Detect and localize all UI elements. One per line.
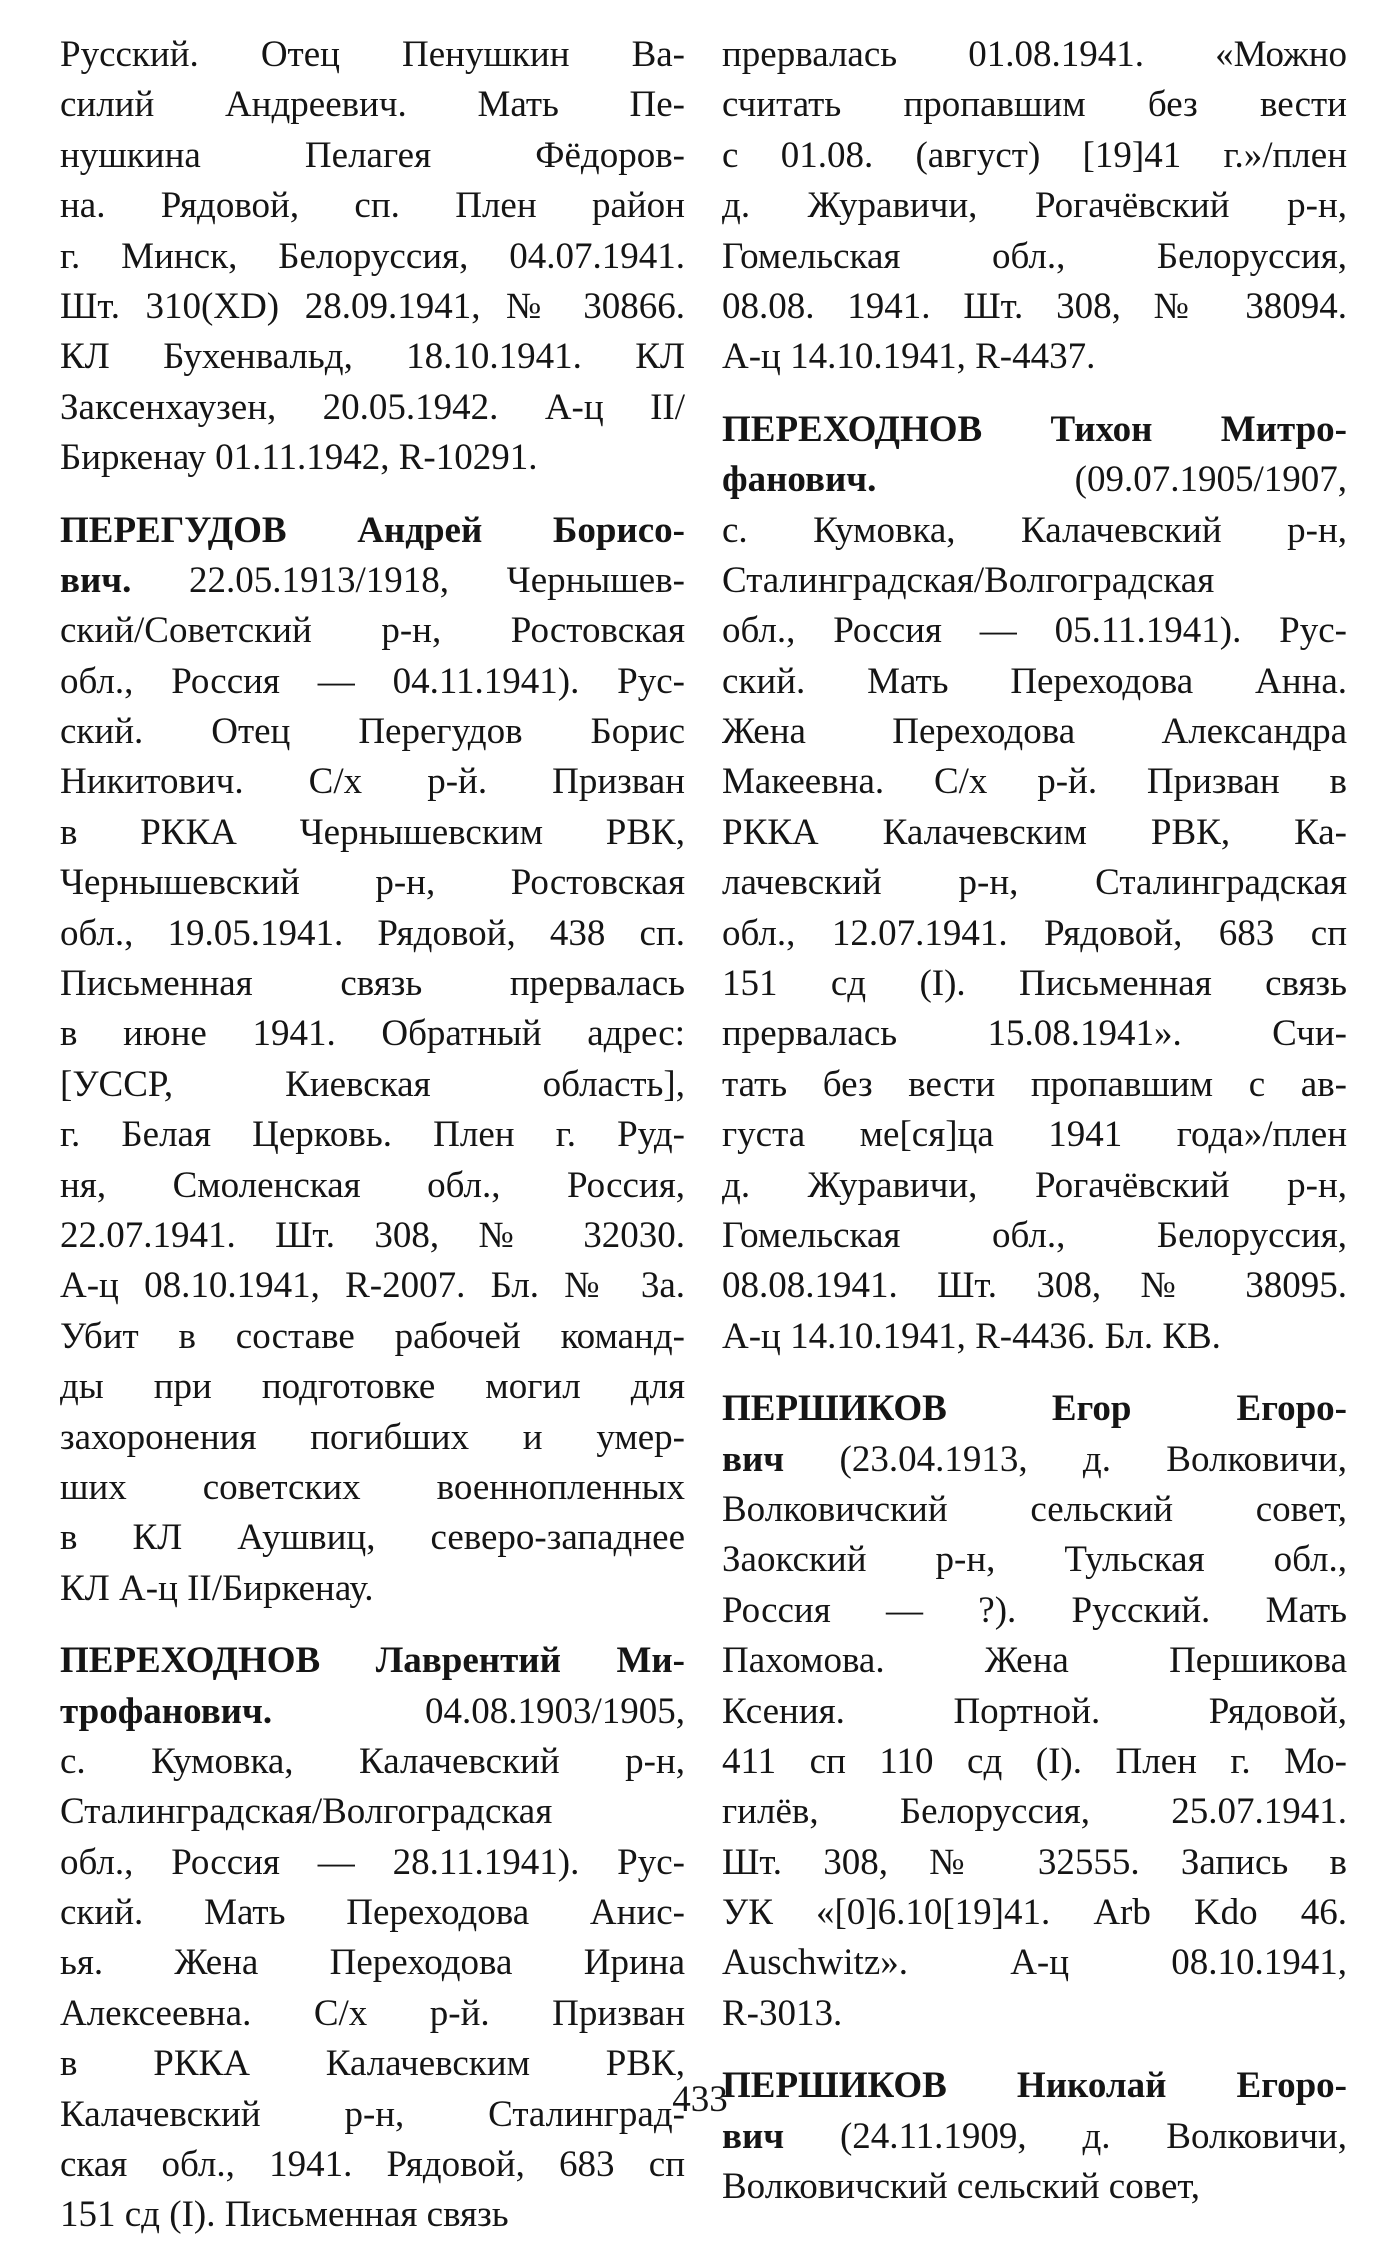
entry-text: КЛ А-ц II/Биркенау. bbox=[60, 1567, 374, 1609]
text-line bbox=[722, 757, 1347, 807]
text-line bbox=[60, 506, 685, 556]
entry-text: (24.11.1909, д. Волковичи, bbox=[784, 2115, 1347, 2157]
text-line bbox=[60, 1989, 685, 2039]
entry-heading-name: фанович. bbox=[722, 459, 877, 501]
text-line bbox=[60, 909, 685, 959]
text-line bbox=[60, 959, 685, 1009]
text-line bbox=[722, 1838, 1347, 1888]
text-line bbox=[60, 80, 685, 130]
entry-text: (09.07.1905/1907, bbox=[876, 459, 1347, 501]
text-line bbox=[722, 282, 1347, 332]
text-line bbox=[60, 131, 685, 181]
biography-entry bbox=[60, 506, 685, 1615]
text-line bbox=[722, 131, 1347, 181]
text-line bbox=[60, 383, 685, 433]
entry-text: д. Журавичи, Рогачёвский р-н, bbox=[722, 1164, 1347, 1206]
text-line bbox=[722, 1060, 1347, 1110]
entry-text: Ксения. Портной. Рядовой, bbox=[722, 1690, 1347, 1732]
entry-text: ская обл., 1941. Рядовой, 683 сп bbox=[60, 2144, 685, 2186]
text-line bbox=[60, 707, 685, 757]
right-column bbox=[722, 30, 1347, 2234]
entry-text: Шт. 310(XD) 28.09.1941, № 30866. bbox=[60, 285, 685, 327]
entry-text: Россия — ?). Русский. Мать bbox=[722, 1589, 1347, 1631]
text-line bbox=[722, 1586, 1347, 1636]
entry-text: 08.08. 1941. Шт. 308, № 38094. bbox=[722, 285, 1347, 327]
entry-text: Письменная связь прервалась bbox=[60, 963, 685, 1005]
text-line bbox=[722, 506, 1347, 556]
entry-text: Волковичский сельский совет, bbox=[722, 2166, 1201, 2208]
entry-text: R-3013. bbox=[722, 1992, 843, 2034]
entry-text: считать пропавшим без вести bbox=[722, 84, 1347, 126]
entry-text: А-ц 08.10.1941, R-2007. Бл. № 3а. bbox=[60, 1265, 685, 1307]
text-line bbox=[722, 1485, 1347, 1535]
entry-text: Никитович. С/х р-й. Призван bbox=[60, 761, 685, 803]
entry-text: обл., Россия — 28.11.1941). Рус- bbox=[60, 1841, 685, 1883]
text-line bbox=[722, 1787, 1347, 1837]
entry-text: ня, Смоленская обл., Россия, bbox=[60, 1164, 685, 1206]
entry-text: Пахомова. Жена Першикова bbox=[722, 1640, 1347, 1682]
entry-text: ших советских военнопленных bbox=[60, 1466, 685, 1508]
text-line bbox=[60, 1009, 685, 1059]
entry-text: с 01.08. (август) [19]41 г.»/плен bbox=[722, 134, 1347, 176]
text-line bbox=[60, 657, 685, 707]
text-line bbox=[722, 332, 1347, 382]
text-line bbox=[60, 1737, 685, 1787]
entry-text: обл., 19.05.1941. Рядовой, 438 сп. bbox=[60, 912, 685, 954]
entry-text: А-ц 14.10.1941, R-4436. Бл. КВ. bbox=[722, 1315, 1221, 1357]
text-line bbox=[722, 1938, 1347, 1988]
text-line bbox=[722, 1435, 1347, 1485]
entry-text: Заокский р-н, Тульская обл., bbox=[722, 1539, 1347, 1581]
entry-text: г. Белая Церковь. Плен г. Руд- bbox=[60, 1114, 685, 1156]
text-line bbox=[722, 858, 1347, 908]
text-line bbox=[722, 30, 1347, 80]
entry-heading-name: вич. bbox=[60, 559, 132, 601]
entry-text: ский/Советский р-н, Ростовская bbox=[60, 610, 685, 652]
text-line bbox=[722, 1384, 1347, 1434]
text-line bbox=[60, 1938, 685, 1988]
entry-text: (23.04.1913, д. Волковичи, bbox=[784, 1438, 1347, 1480]
entry-text: Биркенау 01.11.1942, R-10291. bbox=[60, 437, 538, 479]
entry-text: Чернышевский р-н, Ростовская bbox=[60, 862, 685, 904]
biography-entry bbox=[60, 1636, 685, 2241]
entry-text: [УССР, Киевская область], bbox=[60, 1063, 685, 1105]
text-line bbox=[60, 30, 685, 80]
text-line bbox=[722, 1989, 1347, 2039]
text-line bbox=[60, 1463, 685, 1513]
entry-text: Сталинградская/Волгоградская bbox=[60, 1791, 553, 1833]
entry-text: лачевский р-н, Сталинградская bbox=[722, 862, 1347, 904]
text-line bbox=[60, 1838, 685, 1888]
text-line bbox=[722, 1110, 1347, 1160]
entry-text: нушкина Пелагея Фёдоров- bbox=[60, 134, 685, 176]
entry-text: 22.05.1913/1918, Чернышев- bbox=[131, 559, 685, 601]
text-line bbox=[722, 1535, 1347, 1585]
entry-text: Макеевна. С/х р-й. Призван в bbox=[722, 761, 1347, 803]
biography-entry bbox=[722, 405, 1347, 1362]
entry-text: А-ц 14.10.1941, R-4437. bbox=[722, 336, 1096, 378]
text-line bbox=[60, 556, 685, 606]
text-line bbox=[722, 657, 1347, 707]
text-line bbox=[722, 707, 1347, 757]
entry-text: Жена Переходова Александра bbox=[722, 711, 1347, 753]
entry-text: в июне 1941. Обратный адрес: bbox=[60, 1013, 685, 1055]
entry-text: ский. Мать Переходова Анис- bbox=[60, 1892, 685, 1934]
entry-text: Заксенхаузен, 20.05.1942. А-ц II/ bbox=[60, 386, 685, 428]
text-line bbox=[60, 757, 685, 807]
text-line bbox=[60, 1888, 685, 1938]
text-line bbox=[722, 2162, 1347, 2212]
entry-text: г. Минск, Белоруссия, 04.07.1941. bbox=[60, 235, 685, 277]
entry-text: обл., 12.07.1941. Рядовой, 683 сп bbox=[722, 912, 1347, 954]
entry-text: Калачевский р-н, Сталинград- bbox=[60, 2093, 685, 2135]
entry-text: силий Андреевич. Мать Пе- bbox=[60, 84, 685, 126]
entry-text: с. Кумовка, Калачевский р-н, bbox=[60, 1740, 685, 1782]
text-line bbox=[722, 1009, 1347, 1059]
entry-text: гилёв, Белоруссия, 25.07.1941. bbox=[722, 1791, 1347, 1833]
entry-text: на. Рядовой, сп. Плен район bbox=[60, 185, 685, 227]
text-line bbox=[60, 1161, 685, 1211]
entry-text: ский. Мать Переходова Анна. bbox=[722, 660, 1347, 702]
entry-text: тать без вести пропавшим с ав- bbox=[722, 1063, 1347, 1105]
page-number: 433 bbox=[672, 2079, 728, 2120]
entry-heading-name: вич bbox=[722, 2115, 785, 2157]
text-line bbox=[722, 181, 1347, 231]
text-line bbox=[60, 1687, 685, 1737]
entry-text: Гомельская обл., Белоруссия, bbox=[722, 235, 1347, 277]
text-line bbox=[722, 1687, 1347, 1737]
text-line bbox=[60, 1636, 685, 1686]
entry-text: Сталинградская/Волгоградская bbox=[722, 559, 1215, 601]
text-line bbox=[60, 2190, 685, 2240]
entry-text: прервалась 01.08.1941. «Можно bbox=[722, 34, 1347, 75]
text-line bbox=[722, 405, 1347, 455]
entry-text: Auschwitz». А-ц 08.10.1941, bbox=[722, 1942, 1347, 1984]
text-line bbox=[60, 1362, 685, 1412]
entry-text: 08.08.1941. Шт. 308, № 38095. bbox=[722, 1265, 1347, 1307]
entry-text: ья. Жена Переходова Ирина bbox=[60, 1942, 685, 1984]
text-line bbox=[60, 1513, 685, 1563]
entry-text: в РККА Чернышевским РВК, bbox=[60, 811, 685, 853]
entry-text: Русский. Отец Пенушкин Ва- bbox=[60, 34, 685, 75]
entry-text: УК «[0]6.10[19]41. Arb Kdo 46. bbox=[722, 1892, 1347, 1934]
text-line bbox=[60, 1261, 685, 1311]
entry-text: обл., Россия — 04.11.1941). Рус- bbox=[60, 660, 685, 702]
text-line bbox=[722, 556, 1347, 606]
entry-text: Алексеевна. С/х р-й. Призван bbox=[60, 1992, 685, 2034]
biography-entry bbox=[60, 30, 685, 484]
text-line bbox=[60, 282, 685, 332]
entry-text: густа ме[ся]ца 1941 года»/плен bbox=[722, 1114, 1347, 1156]
biography-entry bbox=[722, 1384, 1347, 2039]
entry-text: в КЛ Аушвиц, северо-западнее bbox=[60, 1517, 685, 1559]
text-line bbox=[60, 433, 685, 483]
text-line bbox=[722, 1161, 1347, 1211]
entry-text: прервалась 15.08.1941». Счи- bbox=[722, 1013, 1347, 1055]
text-line bbox=[722, 80, 1347, 130]
entry-heading-name: ПЕРЕГУДОВ Андрей Борисо- bbox=[60, 509, 685, 551]
entry-text: ды при подготовке могил для bbox=[60, 1366, 685, 1408]
text-line bbox=[60, 1787, 685, 1837]
text-line bbox=[722, 1261, 1347, 1311]
entry-heading-name: ПЕРЕХОДНОВ Тихон Митро- bbox=[722, 408, 1347, 450]
entry-heading-name: вич bbox=[722, 1438, 785, 1480]
biography-entry bbox=[722, 30, 1347, 383]
text-line bbox=[60, 181, 685, 231]
entry-text: 22.07.1941. Шт. 308, № 32030. bbox=[60, 1214, 685, 1256]
text-line bbox=[722, 1312, 1347, 1362]
entry-text: д. Журавичи, Рогачёвский р-н, bbox=[722, 185, 1347, 227]
text-line bbox=[722, 959, 1347, 1009]
text-line bbox=[722, 606, 1347, 656]
text-line bbox=[722, 455, 1347, 505]
entry-text: 151 сд (I). Письменная связь bbox=[60, 2194, 509, 2236]
entry-text: Шт. 308, № 32555. Запись в bbox=[722, 1841, 1347, 1883]
entry-text: обл., Россия — 05.11.1941). Рус- bbox=[722, 610, 1347, 652]
text-line bbox=[60, 232, 685, 282]
text-line bbox=[60, 858, 685, 908]
entry-text: 04.08.1903/1905, bbox=[272, 1690, 685, 1732]
entry-text: Волковичский сельский совет, bbox=[722, 1488, 1347, 1530]
text-line bbox=[722, 1737, 1347, 1787]
text-line bbox=[722, 1888, 1347, 1938]
text-line bbox=[722, 232, 1347, 282]
text-line bbox=[60, 808, 685, 858]
entry-text: ский. Отец Перегудов Борис bbox=[60, 711, 685, 753]
text-line bbox=[60, 1110, 685, 1160]
entry-heading-name: ПЕРШИКОВ Николай Егоро- bbox=[722, 2065, 1347, 2107]
entry-text: Гомельская обл., Белоруссия, bbox=[722, 1214, 1347, 1256]
text-line bbox=[60, 2140, 685, 2190]
entry-text: 151 сд (I). Письменная связь bbox=[722, 963, 1347, 1005]
text-line bbox=[60, 1211, 685, 1261]
text-line bbox=[722, 1211, 1347, 1261]
entry-text: захоронения погибших и умер- bbox=[60, 1416, 685, 1458]
text-line bbox=[60, 1413, 685, 1463]
entry-heading-name: ПЕРЕХОДНОВ Лаврентий Ми- bbox=[60, 1640, 685, 1682]
text-line bbox=[60, 1564, 685, 1614]
entry-text: в РККА Калачевским РВК, bbox=[60, 2043, 685, 2085]
text-line bbox=[60, 1312, 685, 1362]
text-line bbox=[60, 332, 685, 382]
entry-text: Убит в составе рабочей команд- bbox=[60, 1315, 685, 1357]
left-column bbox=[60, 30, 685, 2263]
text-line bbox=[722, 1636, 1347, 1686]
entry-text: с. Кумовка, Калачевский р-н, bbox=[722, 509, 1347, 551]
entry-text: КЛ Бухенвальд, 18.10.1941. КЛ bbox=[60, 336, 685, 378]
entry-text: РККА Калачевским РВК, Ка- bbox=[722, 811, 1347, 853]
entry-text: 411 сп 110 сд (I). Плен г. Мо- bbox=[722, 1740, 1347, 1782]
text-line bbox=[60, 1060, 685, 1110]
text-line bbox=[722, 808, 1347, 858]
text-line bbox=[722, 909, 1347, 959]
text-line bbox=[60, 606, 685, 656]
entry-heading-name: ПЕРШИКОВ Егор Егоро- bbox=[722, 1388, 1347, 1430]
entry-heading-name: трофанович. bbox=[60, 1690, 273, 1732]
